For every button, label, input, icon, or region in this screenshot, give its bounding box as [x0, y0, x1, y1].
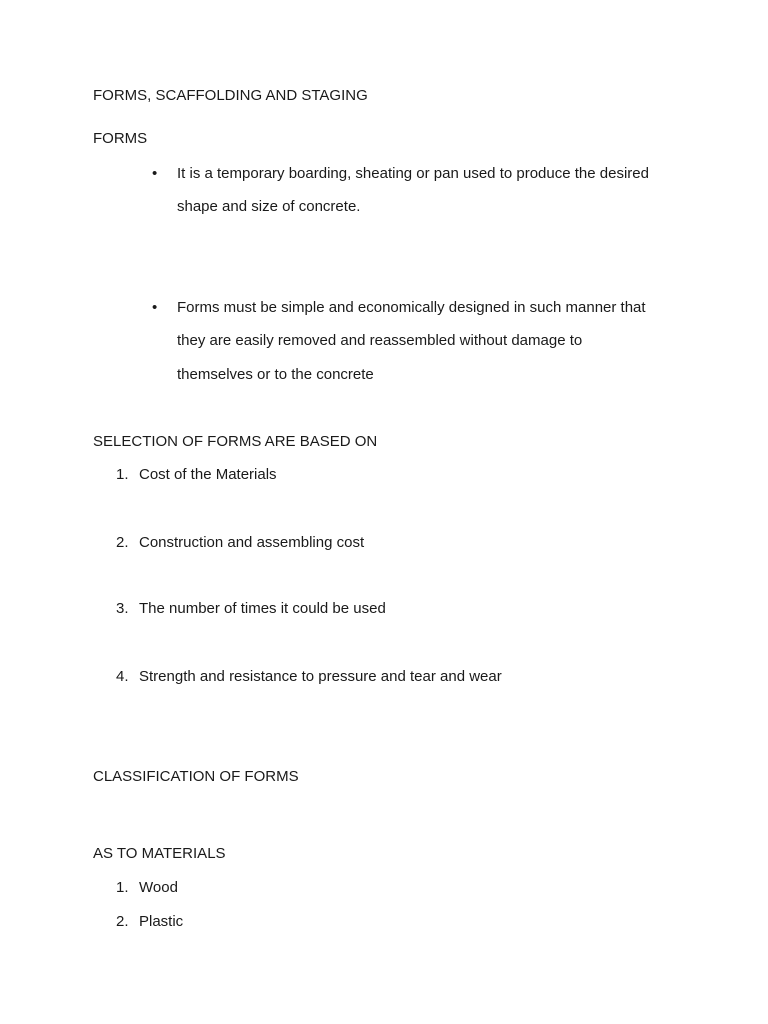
item-text: Wood	[139, 879, 178, 896]
bullet-text-line: themselves or to the concrete	[177, 366, 374, 383]
bullet-text-line: It is a temporary boarding, sheating or pan used to produce the desired	[177, 165, 649, 182]
classification-heading: CLASSIFICATION OF FORMS	[93, 768, 299, 785]
bullet-marker: •	[152, 299, 158, 316]
selection-heading: SELECTION OF FORMS ARE BASED ON	[93, 433, 378, 450]
bullet-marker: •	[152, 165, 158, 182]
bullet-text-line: they are easily removed and reassembled without damage to	[177, 332, 583, 349]
forms-heading: FORMS	[93, 130, 148, 147]
item-number: 2.	[116, 913, 129, 930]
item-text: Plastic	[139, 913, 184, 930]
bullet-text-line: shape and size of concrete.	[177, 198, 361, 215]
item-number: 1.	[116, 879, 129, 896]
item-number: 4.	[116, 668, 129, 685]
item-number: 2.	[116, 534, 129, 551]
item-text: Strength and resistance to pressure and tear and wear	[139, 668, 502, 685]
item-number: 3.	[116, 600, 129, 617]
bullet-text-line: Forms must be simple and economically designed in such manner that	[177, 299, 646, 316]
item-text: Cost of the Materials	[139, 466, 277, 483]
item-text: The number of times it could be used	[139, 600, 386, 617]
item-text: Construction and assembling cost	[139, 534, 365, 551]
item-number: 1.	[116, 466, 129, 483]
materials-heading: AS TO MATERIALS	[93, 845, 226, 862]
document-title: FORMS, SCAFFOLDING AND STAGING	[93, 87, 368, 104]
